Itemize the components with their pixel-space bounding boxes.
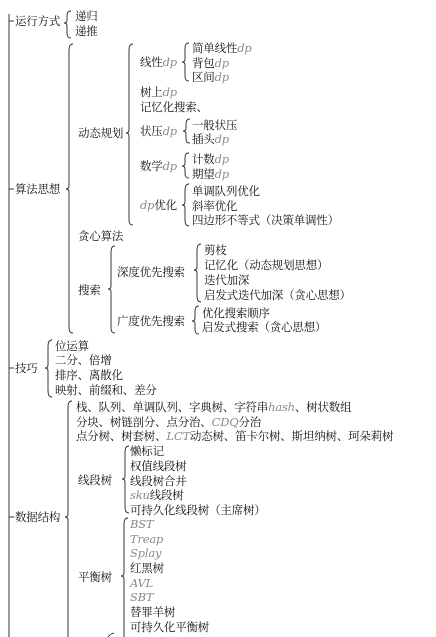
node-bit-ops: 位运算	[55, 339, 89, 353]
bracket-dfs	[194, 244, 201, 302]
bracket-segtree	[122, 446, 129, 513]
node-weight-segtree: 权值线段树	[130, 459, 187, 473]
node-persistent-balanced: 可持久化平衡树	[130, 620, 210, 634]
bracket-tips	[45, 340, 52, 397]
node-linear-dp: 线性dp	[140, 55, 177, 69]
bracket-algo	[66, 44, 73, 333]
node-binary-doubling: 二分、倍增	[55, 353, 112, 367]
node-sku-segtree: sku线段树	[130, 488, 184, 502]
node-tips: 技巧	[15, 361, 38, 375]
node-segment-tree: 线段树	[78, 473, 112, 487]
bracket-search	[108, 246, 115, 333]
node-search: 搜索	[78, 283, 101, 297]
node-counting-dp: 计数dp	[192, 152, 229, 166]
node-bfs: 广度优先搜索	[117, 314, 185, 328]
node-plug-dp: 插头dp	[192, 132, 229, 146]
node-memoization: 记忆化（动态规划思想）	[204, 258, 329, 272]
node-greedy: 贪心算法	[78, 229, 124, 243]
node-lazy-tag: 懒标记	[130, 444, 164, 458]
node-bitmask-dp: 状压dp	[140, 124, 177, 138]
bracket-math	[182, 153, 189, 178]
node-treap: Treap	[130, 532, 164, 546]
node-math-dp: 数学dp	[140, 159, 177, 173]
node-data-structures: 数据结构	[15, 510, 61, 524]
bracket-bitmask	[183, 119, 190, 143]
node-general-bitmask: 一般状压	[192, 118, 238, 132]
node-quadrangle-opt: 四边形不等式（决策单调性）	[192, 213, 339, 227]
node-ida-star: 启发式迭代加深（贪心思想）	[204, 288, 351, 302]
node-red-black: 红黑树	[130, 561, 164, 575]
node-pruning: 剪枝	[204, 243, 227, 257]
bracket-cut-off	[108, 633, 114, 637]
node-recursion: 递归	[75, 9, 98, 23]
bracket-linear	[182, 43, 189, 81]
node-dp: 动态规划	[78, 126, 124, 140]
node-sbt: SBT	[130, 590, 154, 604]
bracket-ds	[65, 401, 72, 637]
bracket-dp	[126, 44, 133, 225]
node-scapegoat: 替罪羊树	[130, 605, 176, 619]
node-balanced-tree: 平衡树	[78, 570, 112, 584]
node-bst: BST	[130, 517, 154, 531]
bracket-balanced	[121, 518, 128, 637]
node-ds-line-1: 栈、队列、单调队列、字典树、字符串hash、树状数组	[76, 400, 352, 414]
node-algorithm-ideas: 算法思想	[15, 182, 61, 196]
node-avl: AVL	[130, 576, 154, 590]
node-memo-search: 记忆化搜索、	[140, 100, 208, 114]
node-expectation-dp: 期望dp	[192, 167, 229, 181]
node-ds-line-3: 点分树、树套树、LCT动态树、笛卡尔树、斯坦纳树、珂朵莉树	[76, 429, 394, 443]
node-dfs: 深度优先搜索	[117, 265, 185, 279]
node-ds-line-2: 分块、树链剖分、点分治、CDQ分治	[76, 415, 262, 429]
node-heuristic-search: 启发式搜索（贪心思想）	[202, 320, 327, 334]
node-search-order: 优化搜索顺序	[202, 306, 270, 320]
node-persistent-segtree: 可持久化线段树（主席树）	[130, 503, 266, 517]
node-mapping-prefix: 映射、前缀和、差分	[55, 383, 157, 397]
node-dp-optimization: dp优化	[140, 198, 177, 212]
bracket-opt	[182, 184, 189, 226]
node-tree-dp: 树上dp	[140, 85, 177, 99]
node-segtree-merge: 线段树合并	[130, 474, 187, 488]
bracket-run	[64, 11, 71, 38]
node-knapsack-dp: 背包dp	[192, 56, 229, 70]
bracket-bfs	[192, 306, 199, 334]
node-iddfs: 迭代加深	[204, 273, 250, 287]
node-mono-queue-opt: 单调队列优化	[192, 184, 260, 198]
node-slope-opt: 斜率优化	[192, 199, 238, 213]
node-sort-discretize: 排序、离散化	[55, 368, 123, 382]
node-iteration: 递推	[75, 24, 98, 38]
node-run-mode: 运行方式	[15, 14, 61, 28]
node-splay: Splay	[130, 546, 162, 560]
node-interval-dp: 区间dp	[192, 70, 229, 84]
node-simple-linear-dp: 简单线性dp	[192, 41, 252, 55]
